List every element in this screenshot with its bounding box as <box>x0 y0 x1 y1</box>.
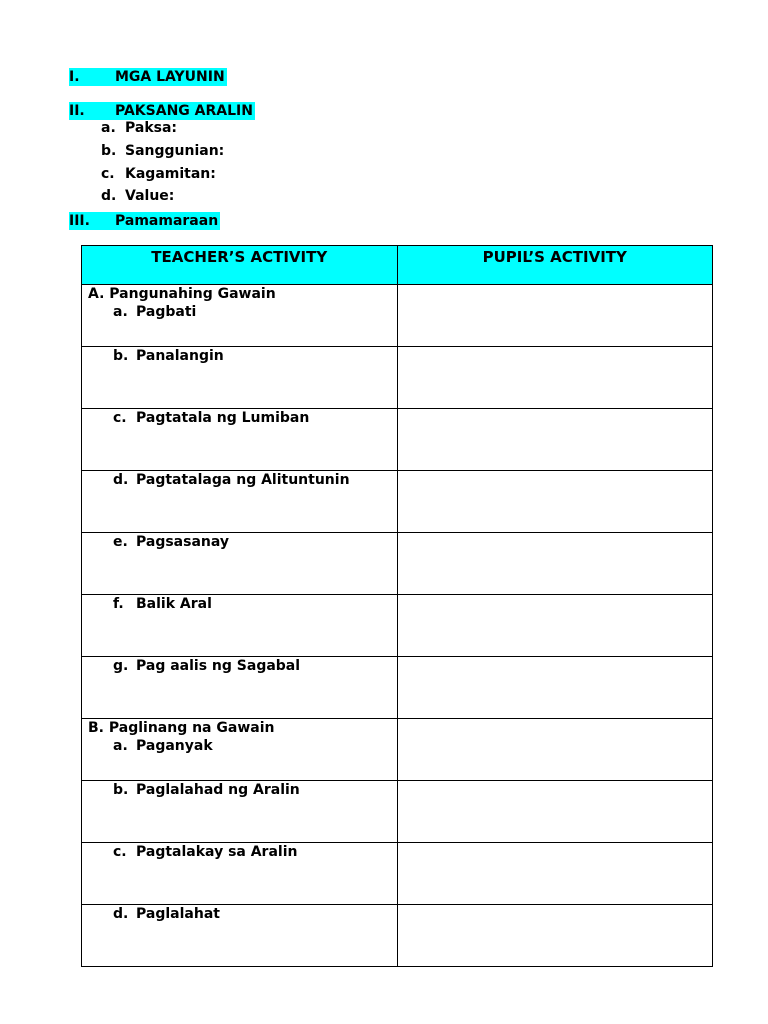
activity-item <box>82 843 397 861</box>
item-label: Kagamitan: <box>125 166 216 182</box>
activity-item <box>82 595 397 613</box>
activity-item <box>82 657 397 675</box>
activity-table <box>81 245 713 967</box>
item-text: Pagtatala ng Lumiban <box>136 410 310 426</box>
table-row <box>82 781 713 843</box>
section-title: MGA LAYUNIN <box>115 69 225 85</box>
section-number: I. <box>69 69 80 85</box>
teacher-cell <box>82 595 398 657</box>
section-title: Pamamaraan <box>115 213 219 229</box>
table-row <box>82 905 713 967</box>
activity-item <box>82 409 397 427</box>
section-number: III. <box>69 213 90 229</box>
item-letter: c. <box>101 166 115 182</box>
pupil-cell[interactable] <box>397 347 713 409</box>
item-text: Paglalahad ng Aralin <box>136 782 300 798</box>
table-row <box>82 533 713 595</box>
section-heading-pamamaraan <box>69 210 220 230</box>
table-row <box>82 409 713 471</box>
teacher-cell <box>82 719 398 781</box>
table-row <box>82 657 713 719</box>
activity-item <box>82 303 397 321</box>
item-text: Pagsasanay <box>136 534 230 550</box>
teacher-cell <box>82 409 398 471</box>
pupil-cell[interactable] <box>397 471 713 533</box>
teacher-cell <box>82 781 398 843</box>
section-heading-paksang-aralin <box>69 100 255 120</box>
list-item-paksa <box>101 119 177 137</box>
item-letter: a. <box>101 120 116 136</box>
item-letter: d. <box>101 188 117 204</box>
pupil-cell[interactable] <box>397 409 713 471</box>
list-item-kagamitan <box>101 165 216 183</box>
pupil-cell[interactable] <box>397 533 713 595</box>
item-letter: d. <box>113 906 129 922</box>
item-letter: f. <box>113 596 124 612</box>
table-row <box>82 719 713 781</box>
item-text: Pagtalakay sa Aralin <box>136 844 298 860</box>
item-text: Paglalahat <box>136 906 220 922</box>
item-text: Panalangin <box>136 348 224 364</box>
pupil-cell[interactable] <box>397 595 713 657</box>
group-label: B. Paglinang na Gawain <box>88 720 275 736</box>
teacher-cell <box>82 471 398 533</box>
pupil-cell[interactable] <box>397 905 713 967</box>
table-row <box>82 471 713 533</box>
item-letter: c. <box>113 410 127 426</box>
item-letter: b. <box>101 143 117 159</box>
section-heading-layunin <box>69 66 227 86</box>
activity-item <box>82 737 397 755</box>
section-number: II. <box>69 103 85 119</box>
item-letter: d. <box>113 472 129 488</box>
group-label: A. Pangunahing Gawain <box>88 286 276 302</box>
item-letter: e. <box>113 534 128 550</box>
item-text: Paganyak <box>136 738 213 754</box>
pupil-cell[interactable] <box>397 719 713 781</box>
item-letter: b. <box>113 348 129 364</box>
table-row <box>82 347 713 409</box>
teacher-cell <box>82 533 398 595</box>
item-letter: a. <box>113 304 128 320</box>
item-letter: b. <box>113 782 129 798</box>
section-title: PAKSANG ARALIN <box>115 103 253 119</box>
teacher-cell <box>82 843 398 905</box>
table-row <box>82 285 713 347</box>
teacher-cell <box>82 285 398 347</box>
item-text: Pag aalis ng Sagabal <box>136 658 301 674</box>
item-letter: g. <box>113 658 129 674</box>
activity-item <box>82 533 397 551</box>
teacher-activity-header: TEACHER’S ACTIVITY <box>82 246 398 285</box>
item-letter: a. <box>113 738 128 754</box>
activity-item <box>82 781 397 799</box>
item-label: Sanggunian: <box>125 143 225 159</box>
item-letter: c. <box>113 844 127 860</box>
pupil-cell[interactable] <box>397 843 713 905</box>
pupil-cell[interactable] <box>397 657 713 719</box>
pupil-cell[interactable] <box>397 285 713 347</box>
list-item-value <box>101 187 174 205</box>
teacher-cell <box>82 347 398 409</box>
table-row <box>82 595 713 657</box>
teacher-cell <box>82 905 398 967</box>
item-text: Pagtatalaga ng Alituntunin <box>136 472 350 488</box>
pupil-activity-header: PUPIL’S ACTIVITY <box>397 246 713 285</box>
item-text: Pagbati <box>136 304 197 320</box>
table-row <box>82 843 713 905</box>
pupil-cell[interactable] <box>397 781 713 843</box>
activity-item <box>82 905 397 923</box>
list-item-sanggunian <box>101 142 224 160</box>
item-text: Balik Aral <box>136 596 212 612</box>
table-header-row <box>82 246 713 285</box>
item-label: Value: <box>125 188 175 204</box>
activity-item <box>82 347 397 365</box>
item-label: Paksa: <box>125 120 178 136</box>
teacher-cell <box>82 657 398 719</box>
activity-item <box>82 471 397 489</box>
